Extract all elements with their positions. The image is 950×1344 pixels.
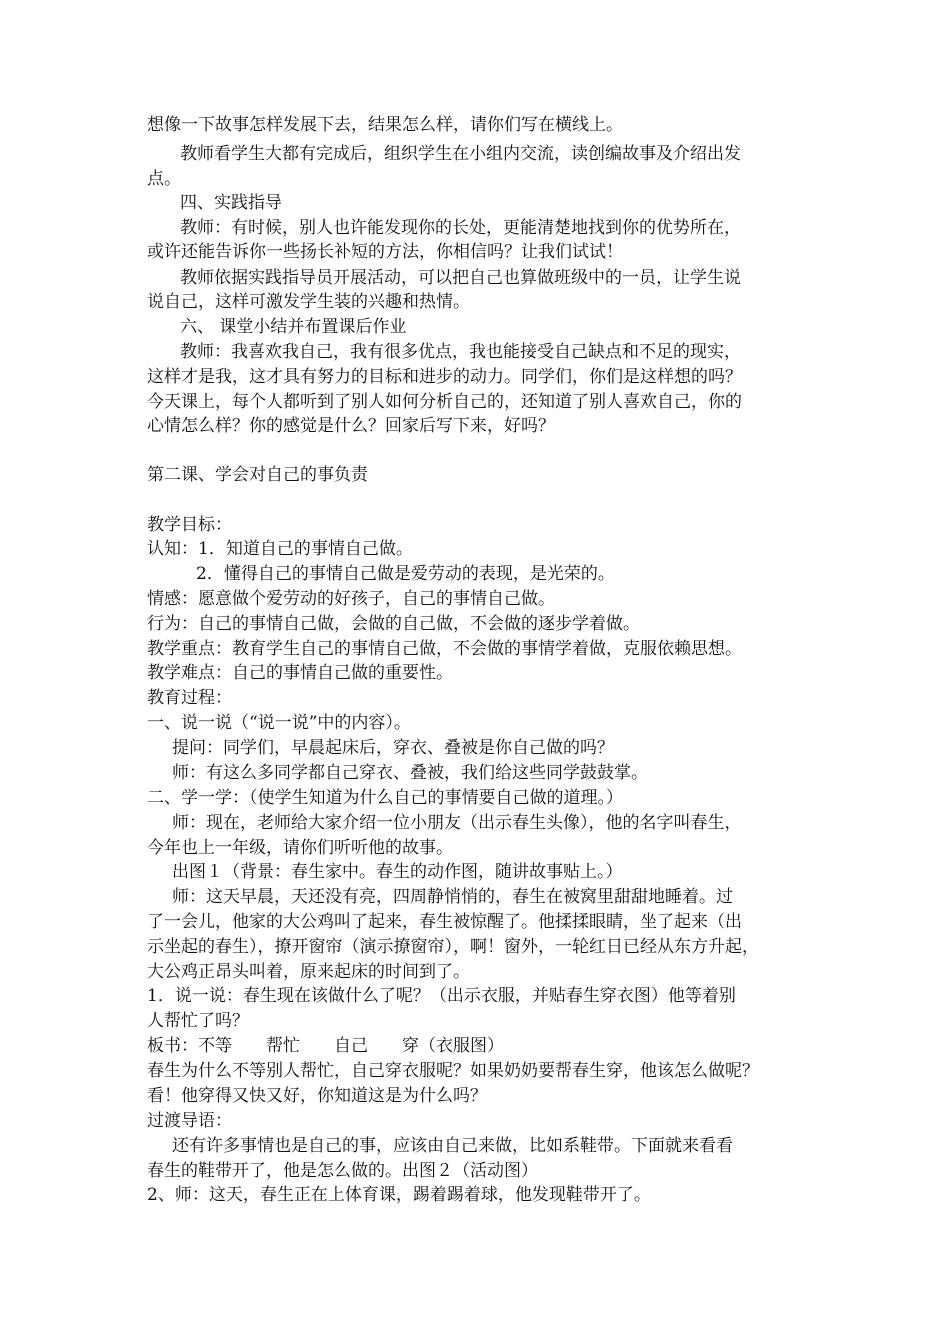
text-line: 说自己，这样可激发学生装的兴趣和热情。 — [147, 292, 470, 312]
text-line: 师：这天早晨，天还没有亮，四周静悄悄的，春生在被窝里甜甜地睡着。过 — [172, 887, 733, 907]
text-line: 示坐起的春生），撩开窗帘（演示撩窗帘），啊！窗外，一轮红日已经从东方升起， — [147, 937, 759, 957]
text-line: 教育过程： — [147, 688, 232, 708]
text-line: 今天课上，每个人都听到了别人如何分析自己的，还知道了别人喜欢自己，你的 — [147, 392, 742, 412]
text-line: 2、师：这天，春生正在上体育课，踢着踢着球，他发现鞋带开了。 — [147, 1185, 651, 1205]
lesson-title: 第二课、学会对自己的事负责 — [147, 465, 368, 485]
text-line: 教学目标： — [147, 515, 232, 535]
text-line: 1．说一说：春生现在该做什么了呢？（出示衣服，并贴春生穿衣图）他等着别 — [147, 986, 736, 1006]
text-line: 教师依据实践指导员开展活动，可以把自己也算做班级中的一员，让学生说 — [180, 268, 741, 288]
text-line: 了一会儿，他家的大公鸡叫了起来，春生被惊醒了。他揉揉眼睛，坐了起来（出 — [147, 912, 742, 932]
text-line: 教学难点：自己的事情自己做的重要性。 — [147, 663, 453, 683]
text-line: 今年也上一年级，请你们听听他的故事。 — [147, 838, 453, 858]
section-heading: 六、 课堂小结并布置课后作业 — [180, 317, 407, 337]
text-line: 想像一下故事怎样发展下去，结果怎么样，请你们写在横线上。 — [147, 115, 623, 135]
section-heading: 四、实践指导 — [180, 193, 282, 213]
text-line: 人帮忙了吗？ — [147, 1011, 249, 1031]
text-line: 过渡导语： — [147, 1111, 232, 1131]
text-line: 教师看学生大都有完成后，组织学生在小组内交流，读创编故事及介绍出发 — [180, 144, 741, 164]
text-line: 行为：自己的事情自己做，会做的自己做，不会做的逐步学着做。 — [147, 614, 640, 634]
text-line: 点。 — [147, 169, 181, 189]
text-line: 教学重点：教育学生自己的事情自己做，不会做的事情学着做，克服依赖思想。 — [147, 639, 742, 659]
text-line: 或许还能告诉你一些扬长补短的方法，你相信吗？让我们试试！ — [147, 242, 623, 262]
text-line: 2．懂得自己的事情自己做是爱劳动的表现，是光荣的。 — [196, 564, 615, 584]
text-line: 教师：我喜欢我自己，我有很多优点，我也能接受自己缺点和不足的现实， — [180, 342, 741, 362]
text-line: 出图１（背景：春生家中。春生的动作图，随讲故事贴上。） — [172, 862, 623, 882]
text-line: 心情怎么样？你的感觉是什么？回家后写下来，好吗？ — [147, 416, 555, 436]
text-line: 情感：愿意做个爱劳动的好孩子，自己的事情自己做。 — [147, 589, 555, 609]
text-line: 大公鸡正昂头叫着，原来起床的时间到了。 — [147, 962, 470, 982]
text-line: 师：有这么多同学都自己穿衣、叠被，我们给这些同学鼓鼓掌。 — [172, 763, 648, 783]
text-line: 师：现在，老师给大家介绍一位小朋友（出示春生头像），他的名字叫春生， — [172, 813, 742, 833]
text-line: 认知：1．知道自己的事情自己做。 — [147, 539, 413, 559]
text-line: 春生的鞋带开了，他是怎么做的。出图２（活动图） — [147, 1161, 538, 1181]
section-heading: 二、学一学：（使学生知道为什么自己的事情要自己做的道理。） — [147, 788, 623, 808]
section-heading: 一、说一说（“说一说”中的内容）。 — [147, 713, 411, 733]
text-line: 板书：不等 帮忙 自己 穿（衣服图） — [147, 1036, 504, 1056]
text-line: 提问：同学们，早晨起床后，穿衣、叠被是你自己做的吗？ — [172, 738, 614, 758]
text-line: 春生为什么不等别人帮忙，自己穿衣服呢？如果奶奶要帮春生穿，他该怎么做呢？ — [147, 1061, 759, 1081]
text-line: 教师：有时候，别人也许能发现你的长处，更能清楚地找到你的优势所在， — [180, 218, 741, 238]
text-line: 看！他穿得又快又好，你知道这是为什么吗？ — [147, 1086, 487, 1106]
text-line: 这样才是我，这才具有努力的目标和进步的动力。同学们，你们是这样想的吗？ — [147, 367, 742, 387]
text-line: 还有许多事情也是自己的事，应该由自己来做，比如系鞋带。下面就来看看 — [172, 1136, 733, 1156]
